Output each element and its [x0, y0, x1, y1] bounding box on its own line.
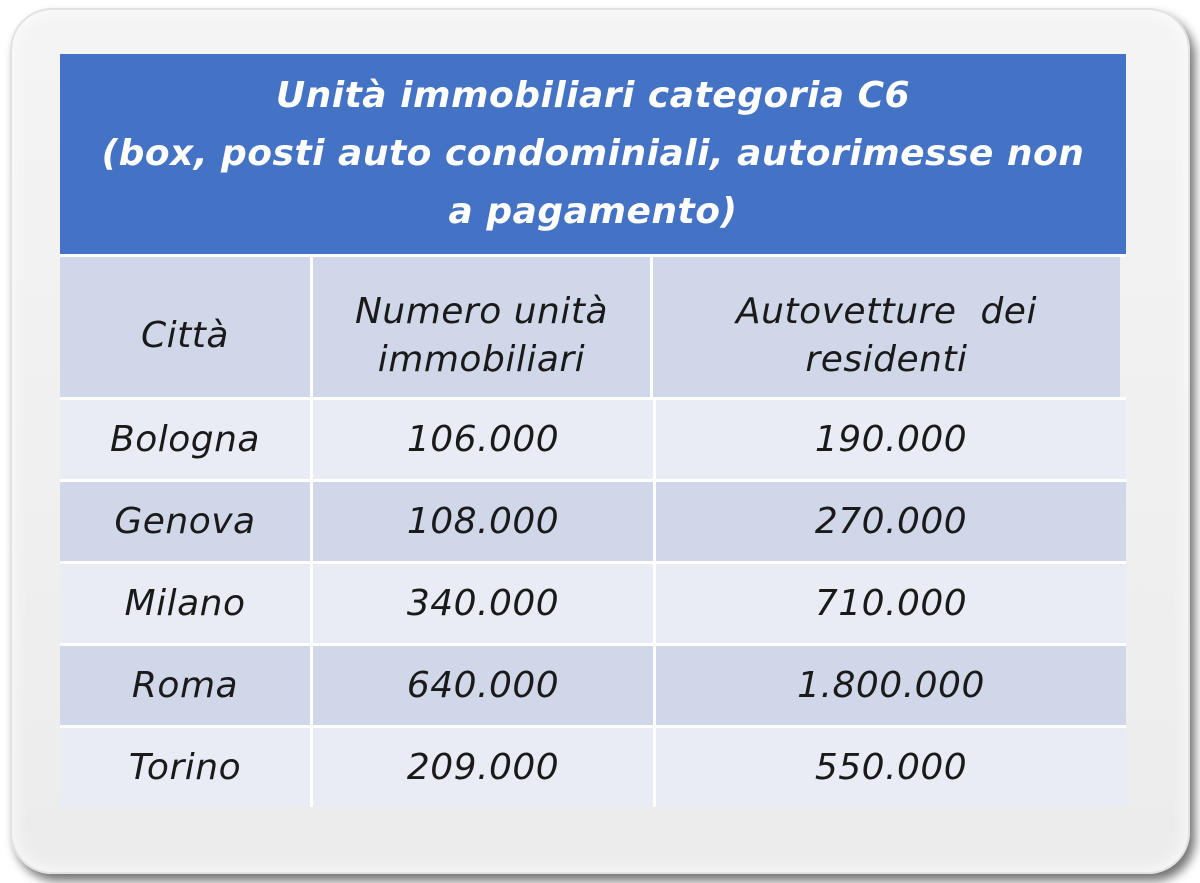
table-row: [60, 643, 1126, 725]
column-header-cars: [650, 257, 1120, 397]
cars-cell: 710.000: [653, 564, 1126, 643]
units-cell: 108.000: [310, 482, 653, 561]
units-cell: 106.000: [310, 400, 653, 479]
city-cell: Roma: [60, 646, 310, 725]
column-header-cars-line-2: residenti: [805, 339, 968, 380]
column-header-units: [310, 257, 650, 397]
column-header-units-line-1: Numero unità: [354, 291, 609, 332]
title-line-1: Unità immobiliari categoria C6: [275, 75, 911, 116]
cars-cell: 270.000: [653, 482, 1126, 561]
city-cell: Genova: [60, 482, 310, 561]
cars-cell: 190.000: [653, 400, 1126, 479]
column-header-cars-line-1: Autovetture dei: [736, 291, 1037, 332]
title-line-3: a pagamento): [448, 191, 738, 232]
table-row: [60, 561, 1126, 643]
units-cell: 209.000: [310, 728, 653, 807]
data-table: [60, 54, 1126, 807]
header-row: [60, 254, 1126, 397]
city-cell: Torino: [60, 728, 310, 807]
table-row: [60, 479, 1126, 561]
column-header-units-line-2: immobiliari: [377, 339, 586, 380]
column-header-city-label: Città: [141, 315, 229, 356]
cars-cell: 1.800.000: [653, 646, 1126, 725]
units-cell: 340.000: [310, 564, 653, 643]
city-cell: Bologna: [60, 400, 310, 479]
title-line-2: (box, posti auto condominiali, autorimesse non: [101, 133, 1085, 174]
table-row: [60, 397, 1126, 479]
units-cell: 640.000: [310, 646, 653, 725]
city-cell: Milano: [60, 564, 310, 643]
cars-cell: 550.000: [653, 728, 1126, 807]
table-title: [60, 54, 1126, 254]
column-header-city: [60, 257, 310, 397]
table-row: [60, 725, 1126, 807]
